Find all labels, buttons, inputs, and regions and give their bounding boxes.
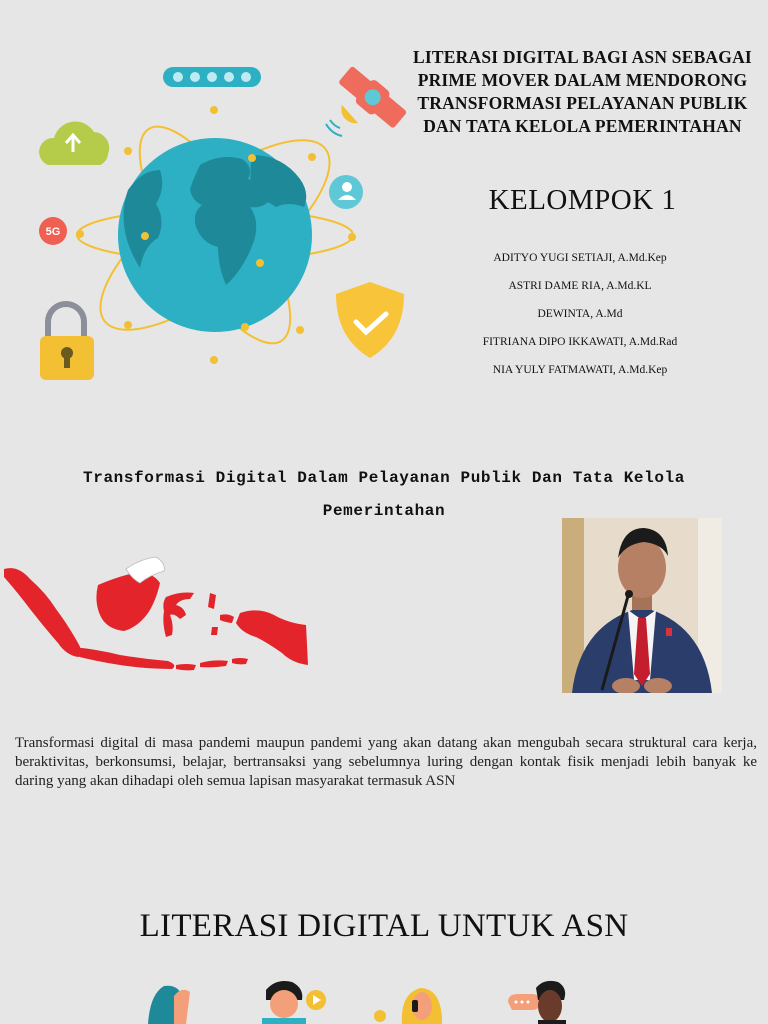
user-icon: [329, 175, 363, 209]
member-item: ADITYO YUGI SETIAJI, A.Md.Kep: [493, 252, 667, 264]
indonesia-map: [0, 555, 318, 680]
satellite-dish-icon: [326, 105, 358, 136]
member-list: [430, 248, 730, 388]
5g-badge-icon: [39, 217, 67, 245]
hero-illustration: [0, 40, 420, 390]
person-with-headphones-icon: [374, 988, 442, 1024]
group-name: KELOMPOK 1: [488, 184, 677, 216]
padlock-icon: [40, 304, 94, 380]
people-illustration: [130, 976, 610, 1024]
member-item: FITRIANA DIPO IKKAWATI, A.Md.Rad: [482, 336, 678, 348]
member-item: ASTRI DAME RIA, A.Md.KL: [508, 280, 652, 292]
member-item: DEWINTA, A.Md: [537, 308, 623, 320]
person-with-video-icon: [262, 981, 326, 1024]
member-item: NIA YULY FATMAWATI, A.Md.Kep: [492, 364, 668, 376]
section-heading: Transformasi Digital Dalam Pelayanan Publik Dan Tata Kelola Pemerintahan: [83, 469, 685, 520]
shield-check-icon: [336, 282, 404, 358]
satellite-icon: [335, 63, 409, 132]
slide3-title: LITERASI DIGITAL UNTUK ASN: [139, 908, 629, 944]
speaker-photo: [562, 518, 722, 693]
cloud-upload-icon: [39, 122, 109, 165]
person-figure: [148, 986, 190, 1024]
dots-pill-icon: [163, 67, 261, 87]
body-paragraph: Transformasi digital di masa pandemi maupun pandemi yang akan datang akan mengubah secara struktural cara kerja, beraktivitas, berkonsumsi, belajar, bertransaksi yang sebelumnya luring dengan kontak fisik menjadi lebih banyak ke daring yang akan dihadapi oleh semua lapisan masyarakat termasuk ASN: [15, 735, 757, 789]
presentation-title: LITERASI DIGITAL BAGI ASN SEBAGAI PRIME MOVER DALAM MENDORONG TRANSFORMASI PELAYANAN PUBLIK DAN TATA KELOLA PEMERINTAHAN: [413, 47, 752, 136]
svg-text:5G: 5G: [45, 226, 61, 238]
person-with-chat-icon: [508, 981, 566, 1024]
